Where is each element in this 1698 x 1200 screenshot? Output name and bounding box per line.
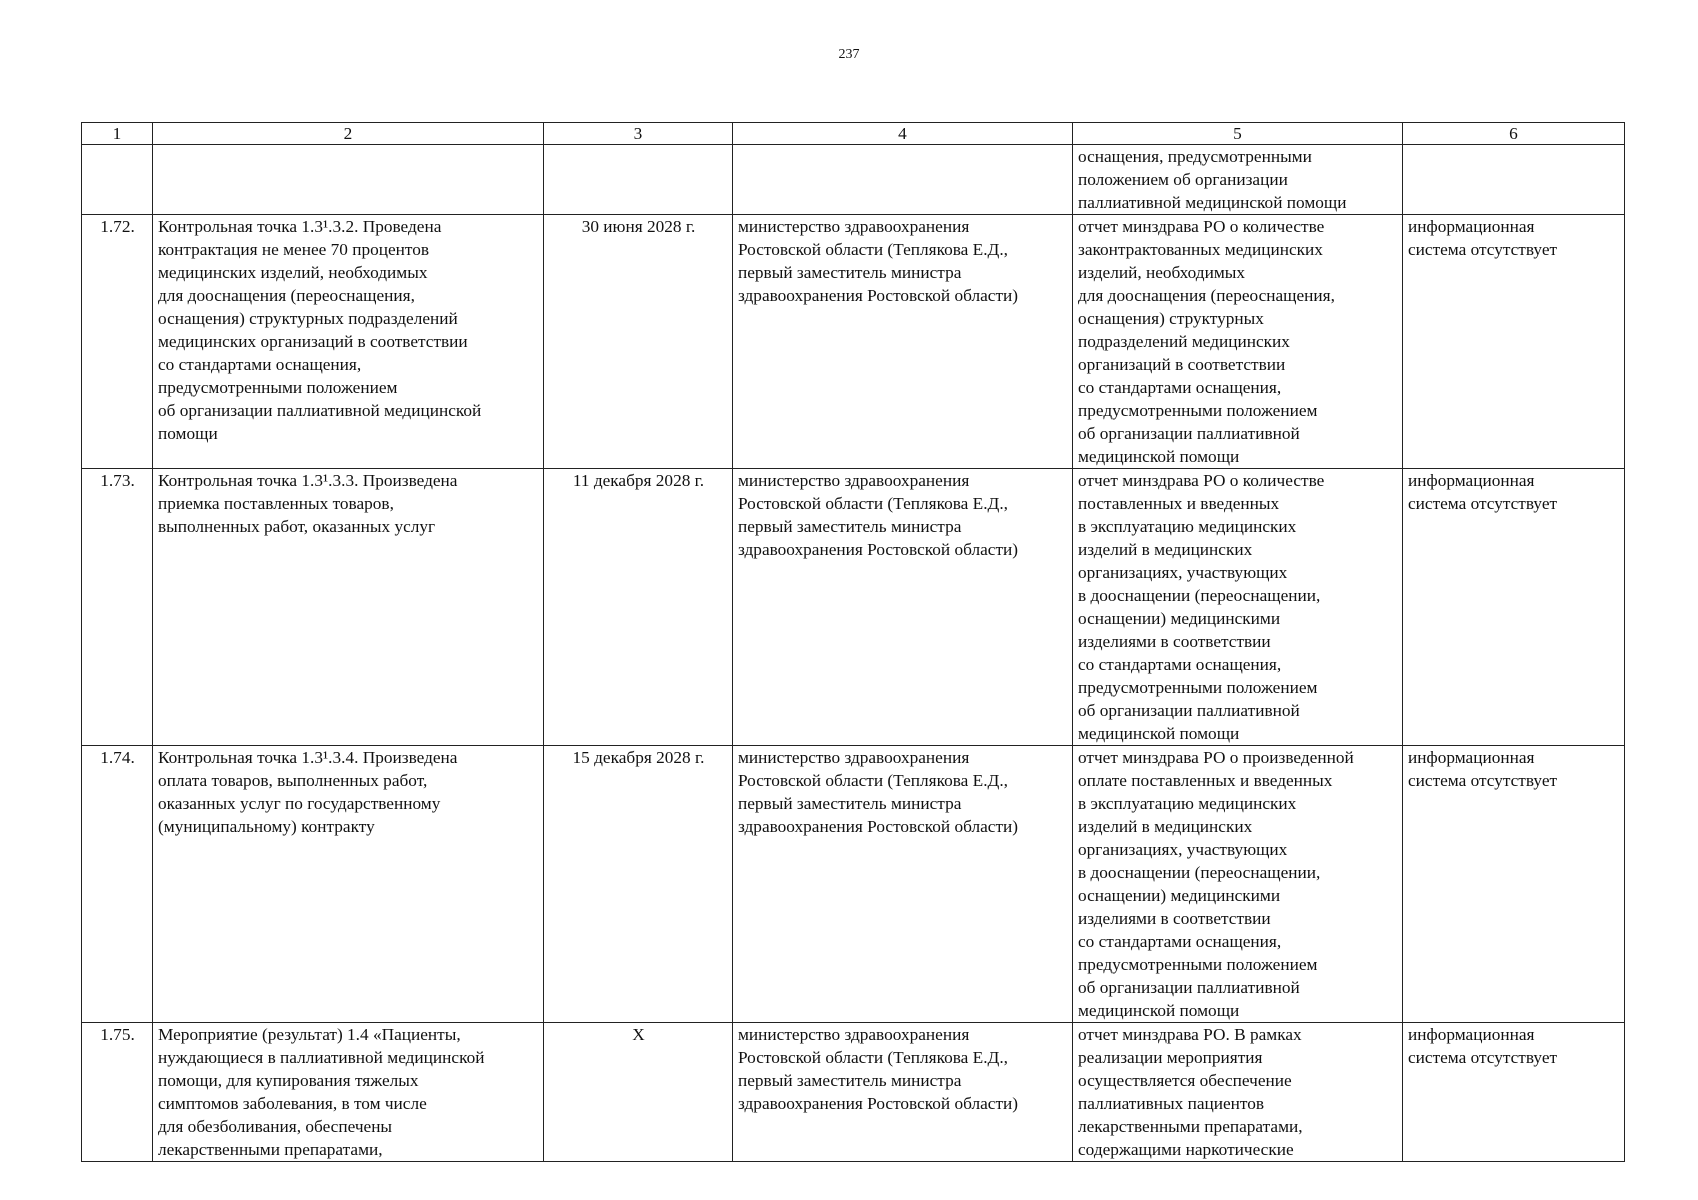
row-description: Контрольная точка 1.3¹.3.4. Произведена оплата товаров, выполненных работ, оказанных услуг по государственному (муниципальному) контракту: [158, 748, 458, 836]
row-date: 15 декабря 2028 г.: [572, 748, 705, 767]
date-cell: [544, 746, 733, 1023]
row-document: отчет минздрава РО. В рамках реализации мероприятия осуществляется обеспечение паллиативных пациентов лекарственными препаратами, содержащими наркотические: [1078, 1025, 1303, 1159]
table-row-1-75: [82, 1023, 1625, 1162]
date-cell: [544, 145, 733, 215]
row-number: 1.75.: [100, 1025, 135, 1044]
row-date: X: [632, 1025, 645, 1044]
row-description: Контрольная точка 1.3¹.3.3. Произведена приемка поставленных товаров, выполненных работ, оказанных услуг: [158, 471, 458, 536]
header-col-6: 6: [1403, 123, 1625, 145]
row-number: 1.74.: [100, 748, 135, 767]
row-number-cell: [82, 145, 153, 215]
row-system: информационная система отсутствует: [1408, 748, 1558, 790]
system-cell: [1403, 746, 1625, 1023]
document-cell: [1073, 746, 1403, 1023]
row-number-cell: [82, 1023, 153, 1162]
description-cell: [153, 145, 544, 215]
responsible-cell: [733, 746, 1073, 1023]
row-system: информационная система отсутствует: [1408, 471, 1558, 513]
row-responsible: министерство здравоохранения Ростовской области (Теплякова Е.Д., первый заместитель министра здравоохранения Ростовской области): [738, 1025, 1019, 1113]
table-row-continuation: [82, 145, 1625, 215]
row-system: информационная система отсутствует: [1408, 217, 1558, 259]
row-responsible: министерство здравоохранения Ростовской области (Теплякова Е.Д., первый заместитель министра здравоохранения Ростовской области): [738, 471, 1019, 559]
date-cell: [544, 215, 733, 469]
header-col-1: 1: [82, 123, 153, 145]
row-responsible: министерство здравоохранения Ростовской области (Теплякова Е.Д., первый заместитель министра здравоохранения Ростовской области): [738, 217, 1019, 305]
document-cell: [1073, 145, 1403, 215]
description-cell: [153, 1023, 544, 1162]
table-row-1-72: [82, 215, 1625, 469]
row-system: информационная система отсутствует: [1408, 1025, 1558, 1067]
row-number-cell: [82, 746, 153, 1023]
row-document: отчет минздрава РО о количестве поставленных и введенных в эксплуатацию медицинских изделий в медицинских организациях, участвующих в дооснащении (переоснащении, оснащении) медицинскими изделиями в соответствии со стандартами оснащения, предусмотренными положением об организации паллиативной медицинской помощи: [1078, 471, 1325, 743]
header-col-3: 3: [544, 123, 733, 145]
page-number: 237: [838, 47, 860, 62]
responsible-cell: [733, 1023, 1073, 1162]
header-row: [82, 123, 1625, 145]
document-cell: [1073, 215, 1403, 469]
description-cell: [153, 746, 544, 1023]
responsible-cell: [733, 469, 1073, 746]
row-description: Контрольная точка 1.3¹.3.2. Проведена контрактация не менее 70 процентов медицинских изделий, необходимых для дооснащения (переоснащения, оснащения) структурных подразделений медицинских организаций в соответствии со стандартами оснащения, предусмотренными положением об организации паллиативной медицинской помощи: [158, 217, 482, 443]
system-cell: [1403, 215, 1625, 469]
row-number-cell: [82, 215, 153, 469]
row-date: 11 декабря 2028 г.: [572, 471, 705, 490]
description-cell: [153, 469, 544, 746]
description-cell: [153, 215, 544, 469]
header-col-5: 5: [1073, 123, 1403, 145]
document-cell: [1073, 469, 1403, 746]
system-cell: [1403, 145, 1625, 215]
table-row-1-74: [82, 746, 1625, 1023]
table-row-1-73: [82, 469, 1625, 746]
row-number-cell: [82, 469, 153, 746]
system-cell: [1403, 1023, 1625, 1162]
responsible-cell: [733, 215, 1073, 469]
row-document: оснащения, предусмотренными положением об организации паллиативной медицинской помощи: [1078, 147, 1347, 212]
row-description: Мероприятие (результат) 1.4 «Пациенты, нуждающиеся в паллиативной медицинской помощи, для купирования тяжелых симптомов заболевания, в том числе для обезболивания, обеспечены лекарственными препаратами,: [158, 1025, 485, 1159]
header-col-4: 4: [733, 123, 1073, 145]
row-document: отчет минздрава РО о произведенной оплате поставленных и введенных в эксплуатацию медицинских изделий в медицинских организациях, участвующих в дооснащении (переоснащении, оснащении) медицинскими изделиями в соответствии со стандартами оснащения, предусмотренными положением об организации паллиативной медицинской помощи: [1078, 748, 1354, 1020]
responsible-cell: [733, 145, 1073, 215]
row-document: отчет минздрава РО о количестве законтрактованных медицинских изделий, необходимых для дооснащения (переоснащения, оснащения) структурных подразделений медицинских организаций в соответствии со стандартами оснащения, предусмотренными положением об организации паллиативной медицинской помощи: [1078, 217, 1335, 466]
date-cell: [544, 469, 733, 746]
plan-table: [81, 122, 1625, 1162]
date-cell: [544, 1023, 733, 1162]
row-number: 1.72.: [100, 217, 135, 236]
row-number: 1.73.: [100, 471, 135, 490]
header-col-2: 2: [153, 123, 544, 145]
row-date: 30 июня 2028 г.: [581, 217, 696, 236]
document-cell: [1073, 1023, 1403, 1162]
system-cell: [1403, 469, 1625, 746]
row-responsible: министерство здравоохранения Ростовской области (Теплякова Е.Д., первый заместитель министра здравоохранения Ростовской области): [738, 748, 1019, 836]
